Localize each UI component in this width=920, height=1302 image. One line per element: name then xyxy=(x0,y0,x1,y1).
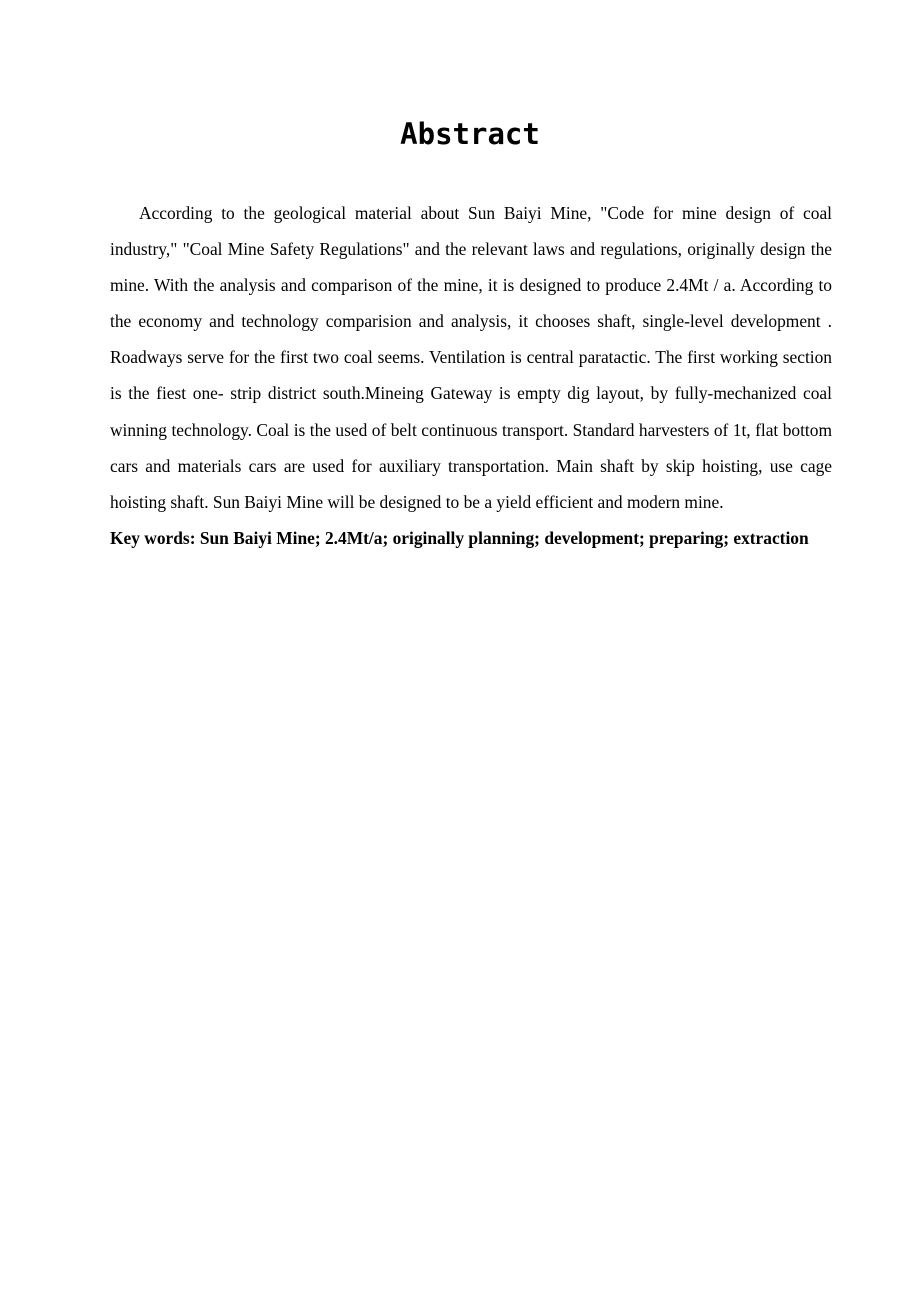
abstract-paragraph: According to the geological material about Sun Baiyi Mine, "Code for mine design of coal industry," "Coal Mine Safety Regulations" and the relevant laws and regulations, originally design the mine. With the analysis and comparison of the mine, it is designed to produce 2.4Mt / a. According to the economy and technology comparision and analysis, it chooses shaft, single-level development . Roadways serve for the first two coal seems. Ventilation is central paratactic. The first working section is the fiest one- strip district south.Mineing Gateway is empty dig layout, by fully-mechanized coal winning technology. Coal is the used of belt continuous transport. Standard harvesters of 1t, flat bottom cars and materials cars are used for auxiliary transportation. Main shaft by skip hoisting, use cage hoisting shaft. Sun Baiyi Mine will be designed to be a yield efficient and modern mine. xyxy=(110,203,832,512)
keywords-line: Key words: Sun Baiyi Mine; 2.4Mt/a; originally planning; development; preparing; extraction xyxy=(110,527,809,548)
abstract-body xyxy=(110,195,832,556)
page-title: Abstract xyxy=(400,117,540,151)
